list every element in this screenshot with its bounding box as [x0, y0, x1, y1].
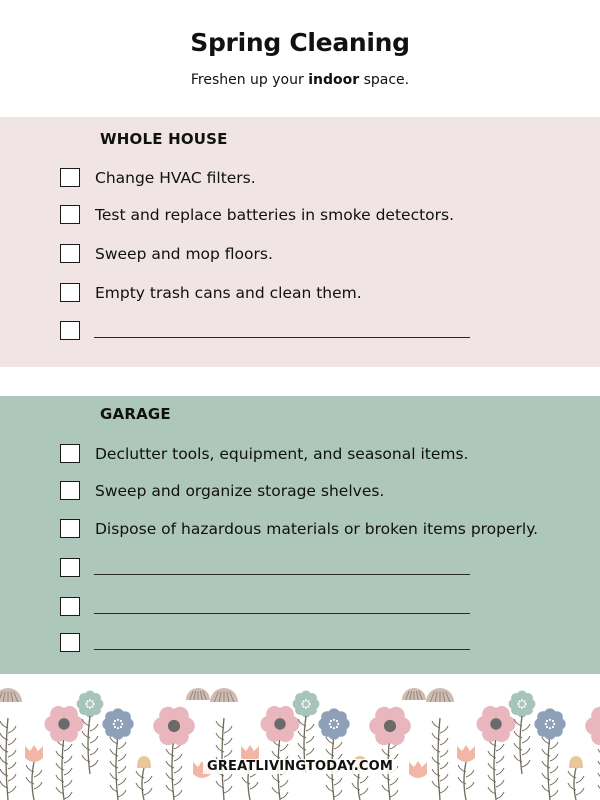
leaf-curl — [118, 778, 126, 785]
leaf-curl — [360, 776, 368, 783]
flower-dot — [549, 719, 551, 721]
checklist-item-text: Test and replace batteries in smoke detectors. — [95, 206, 455, 224]
leaf-curl — [90, 736, 98, 743]
flower-dot — [329, 723, 331, 725]
leaf-curl — [174, 790, 182, 797]
leaf-curl — [118, 790, 126, 797]
flower-dot — [120, 720, 122, 722]
leaf-curl — [224, 774, 232, 781]
leaf-curl — [440, 738, 448, 745]
leaf-curl — [496, 792, 504, 799]
leaf-curl — [390, 790, 398, 797]
flower-dot — [301, 703, 303, 705]
flower-dot — [549, 727, 551, 729]
brand-text: GREATLIVINGTODAY.COM — [203, 759, 397, 774]
leaf-curl — [334, 742, 342, 749]
checkbox[interactable] — [60, 321, 80, 340]
leaf-curl — [242, 777, 250, 784]
brand-logo-text — [0, 759, 600, 774]
blank-write-in-line[interactable] — [94, 649, 470, 650]
blank-write-in-line[interactable] — [94, 613, 470, 614]
flower-dot — [517, 703, 519, 705]
leaf-curl — [26, 777, 34, 784]
flower-dot — [333, 727, 335, 729]
flower-dot — [114, 720, 116, 722]
leaf-curl — [334, 778, 342, 785]
checkbox[interactable] — [60, 168, 80, 187]
leaf-curl — [224, 726, 232, 733]
flower-dot — [553, 723, 555, 725]
flower-dot — [523, 700, 525, 702]
flower-center — [110, 716, 125, 731]
flower-dot — [117, 719, 119, 721]
leaf-curl — [174, 778, 182, 785]
leaf-curl — [118, 742, 126, 749]
flower-dot — [121, 723, 123, 725]
checklist-item — [60, 167, 590, 189]
leaf-curl — [280, 792, 288, 799]
leaf-curl — [306, 748, 314, 755]
leaf-curl — [522, 736, 530, 743]
leaf-curl — [250, 782, 258, 789]
checkbox[interactable] — [60, 205, 80, 224]
blank-write-in-line[interactable] — [94, 574, 470, 575]
leaf-curl — [550, 790, 558, 797]
checklist-item-blank — [60, 632, 590, 654]
leaf-curl — [522, 748, 530, 755]
flower-dot — [518, 700, 520, 702]
checkbox[interactable] — [60, 558, 80, 577]
checklist-item-blank — [60, 557, 590, 579]
checklist-item-text: Change HVAC filters. — [95, 169, 256, 187]
flower-dot — [91, 705, 93, 707]
flower-dot — [336, 720, 338, 722]
flower-dot — [330, 726, 332, 728]
leaf-curl — [64, 780, 72, 787]
leaf-curl — [34, 782, 42, 789]
checklist-item-text: Dispose of hazardous materials or broken items properly. — [95, 520, 539, 538]
flower-dot — [302, 705, 304, 707]
checklist-item — [60, 204, 590, 226]
leaf-curl — [280, 744, 288, 751]
flower-center — [542, 716, 557, 731]
leaf-curl — [306, 736, 314, 743]
checklist-item-blank — [60, 320, 590, 342]
flower-dot — [305, 699, 307, 701]
checkbox[interactable] — [60, 633, 80, 652]
leaf-curl — [440, 726, 448, 733]
leaf-curl — [522, 724, 530, 731]
leaf-curl — [550, 742, 558, 749]
page-subtitle — [0, 72, 600, 88]
leaf-curl — [440, 774, 448, 781]
subtitle-text-start: Freshen up your — [190, 72, 309, 88]
flower-dot — [309, 703, 311, 705]
leaf-curl — [576, 776, 584, 783]
leaf-curl — [440, 786, 448, 793]
checkbox[interactable] — [60, 597, 80, 616]
flower-dot — [85, 703, 87, 705]
subtitle-text-end: space. — [359, 72, 410, 88]
leaf-curl — [306, 724, 314, 731]
flower-dot — [86, 705, 88, 707]
leaf-curl — [144, 776, 152, 783]
flower-dot — [93, 703, 95, 705]
flower-dot — [330, 720, 332, 722]
flower-dot — [305, 707, 307, 709]
leaf-curl — [440, 750, 448, 757]
leaf-curl — [280, 780, 288, 787]
flower-dot — [120, 726, 122, 728]
leaf-curl — [576, 788, 584, 795]
checklist-item — [60, 480, 590, 502]
checkbox[interactable] — [60, 519, 80, 538]
blank-write-in-line[interactable] — [94, 337, 470, 338]
flower-dot — [307, 700, 309, 702]
leaf-curl — [458, 777, 466, 784]
section-whole-house — [0, 117, 600, 367]
leaf-curl — [90, 748, 98, 755]
flower-dot — [521, 699, 523, 701]
checkbox[interactable] — [60, 444, 80, 463]
checklist-item-text: Empty trash cans and clean them. — [95, 284, 362, 302]
leaf-curl — [224, 750, 232, 757]
flower-center — [490, 718, 501, 729]
leaf-curl — [298, 743, 306, 750]
flower-center — [168, 720, 180, 732]
leaf-curl — [8, 786, 16, 793]
flower-dot — [337, 723, 339, 725]
checklist-item — [60, 243, 590, 265]
leaf-curl — [466, 782, 474, 789]
checkbox[interactable] — [60, 481, 80, 500]
flower-dot — [336, 726, 338, 728]
flower-dot — [113, 723, 115, 725]
flower-dot — [545, 723, 547, 725]
flower-center — [274, 718, 285, 729]
floral-footer — [0, 674, 600, 800]
leaf-curl — [64, 792, 72, 799]
leaf-curl — [496, 744, 504, 751]
leaf-curl — [8, 750, 16, 757]
flower-dot — [518, 705, 520, 707]
flower-dot — [114, 726, 116, 728]
flower-dot — [89, 699, 91, 701]
flower-center — [384, 720, 396, 732]
flower-border-illustration — [0, 674, 600, 800]
leaf-curl — [360, 788, 368, 795]
flower-dot — [546, 720, 548, 722]
subtitle-emphasis: indoor — [308, 72, 360, 88]
checklist-item-blank — [60, 596, 590, 618]
checklist-item-text: Declutter tools, equipment, and seasonal items. — [95, 445, 469, 463]
checklist-item-text: Sweep and mop floors. — [95, 245, 273, 263]
flower-dot — [546, 726, 548, 728]
flower-dot — [523, 705, 525, 707]
flower-dot — [525, 703, 527, 705]
flower-center — [326, 716, 341, 731]
flower-dot — [333, 719, 335, 721]
leaf-curl — [8, 726, 16, 733]
leaf-curl — [144, 788, 152, 795]
leaf-curl — [8, 738, 16, 745]
leaf-curl — [224, 738, 232, 745]
flower-dot — [521, 707, 523, 709]
flower-dot — [117, 727, 119, 729]
checkbox[interactable] — [60, 283, 80, 302]
leaf-curl — [334, 790, 342, 797]
leaf-curl — [550, 778, 558, 785]
section-garage — [0, 396, 600, 674]
flower-dot — [307, 705, 309, 707]
section-heading: WHOLE HOUSE — [100, 130, 228, 148]
flower-dot — [89, 707, 91, 709]
leaf-curl — [514, 743, 522, 750]
leaf-curl — [224, 786, 232, 793]
leaf-curl — [8, 774, 16, 781]
flower-dot — [91, 700, 93, 702]
checkbox[interactable] — [60, 244, 80, 263]
leaf-curl — [64, 744, 72, 751]
section-heading: GARAGE — [100, 405, 171, 423]
flower-dot — [552, 720, 554, 722]
leaf-curl — [82, 743, 90, 750]
leaf-curl — [496, 780, 504, 787]
checklist-item — [60, 443, 590, 465]
leaf-curl — [90, 724, 98, 731]
flower-dot — [302, 700, 304, 702]
flower-dot — [86, 700, 88, 702]
leaf-curl — [390, 778, 398, 785]
checklist-item — [60, 518, 590, 540]
checklist-item — [60, 282, 590, 304]
checklist-item-text: Sweep and organize storage shelves. — [95, 482, 385, 500]
page-title: Spring Cleaning — [190, 28, 410, 57]
flower-dot — [552, 726, 554, 728]
flower-center — [58, 718, 69, 729]
